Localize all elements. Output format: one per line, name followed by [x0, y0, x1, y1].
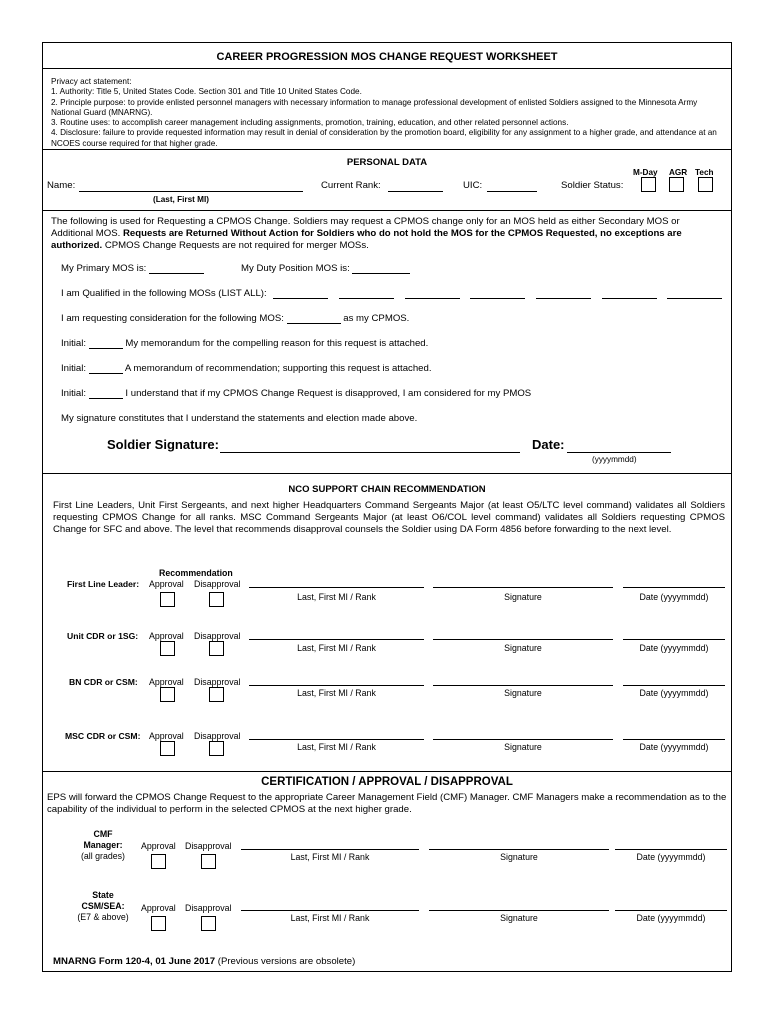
rank-field[interactable] — [388, 191, 443, 192]
request-intro — [51, 216, 723, 253]
cert-row-label-line: CSM/SEA: — [81, 901, 125, 911]
primary-mos-label: My Primary MOS is: — [61, 263, 147, 274]
name-field[interactable] — [79, 191, 303, 192]
state-csm-approval-checkbox[interactable] — [151, 916, 166, 931]
signature-label: Signature — [504, 592, 542, 602]
cert-section-title: CERTIFICATION / APPROVAL / DISAPPROVAL — [261, 776, 513, 788]
bn-cdr-date-field[interactable] — [623, 685, 725, 686]
msc-cdr-approval-checkbox[interactable] — [160, 741, 175, 756]
consider-mos-label: I am requesting consideration for the following MOS: — [61, 313, 284, 324]
signature-label: Signature — [504, 643, 542, 653]
qualified-mos-row — [61, 288, 722, 299]
disapproval-label: Disapproval — [194, 677, 241, 687]
approval-label: Approval — [149, 677, 184, 687]
personal-data-title: PERSONAL DATA — [346, 157, 428, 168]
divider — [43, 149, 731, 150]
form-footer-note: (Previous versions are obsolete) — [215, 956, 356, 967]
state-csm-disapproval-checkbox[interactable] — [201, 916, 216, 931]
name-rank-label: Last, First MI / Rank — [297, 643, 376, 653]
date-label: Date (yyyymmdd) — [636, 852, 706, 862]
cmf-approval-checkbox[interactable] — [151, 854, 166, 869]
qualified-mos-field-5[interactable] — [536, 298, 591, 299]
first-line-date-field[interactable] — [623, 587, 725, 588]
status-mday-label: M-Day — [633, 168, 658, 177]
privacy-item: 3. Routine uses: to accomplish career management including assignments, promotion, training, education, and other related personnel actions. — [51, 118, 569, 128]
primary-mos-row — [61, 263, 204, 274]
first-line-disapproval-checkbox[interactable] — [209, 592, 224, 607]
initial-text-2: A memorandum of recommendation; supporting this request is attached. — [124, 363, 432, 374]
qualified-mos-field-6[interactable] — [602, 298, 657, 299]
approval-label: Approval — [149, 579, 184, 589]
rank-label: Current Rank: — [321, 180, 381, 191]
divider — [43, 68, 731, 69]
unit-cdr-approval-checkbox[interactable] — [160, 641, 175, 656]
status-agr-checkbox[interactable] — [669, 177, 684, 192]
soldier-signature-field[interactable] — [220, 452, 520, 453]
unit-cdr-date-field[interactable] — [623, 639, 725, 640]
primary-mos-field[interactable] — [149, 273, 204, 274]
signature-label: Signature — [500, 913, 538, 923]
form-id: MNARNG Form 120-4, 01 June 2017 — [53, 956, 216, 967]
request-intro-text: The following is used for Requesting a CPMOS Change. Soldiers may request a CPMOS change only for an MOS held as either Secondary MOS or Additional MOS. — [51, 216, 680, 240]
consider-mos-row — [61, 313, 409, 324]
status-tech-label: Tech — [695, 168, 714, 177]
disapproval-label: Disapproval — [194, 731, 241, 741]
unit-cdr-signature-field[interactable] — [433, 639, 613, 640]
disapproval-label: Disapproval — [185, 903, 232, 913]
bn-cdr-approval-checkbox[interactable] — [160, 687, 175, 702]
bn-cdr-name-field[interactable] — [249, 685, 424, 686]
privacy-item: 4. Disclosure: failure to provide requested information may result in denial of consideration by the promotion board, eligibility for any assignment to a higher grade, and attendance at an NCOES course required for that higher grade. — [51, 128, 717, 148]
state-csm-signature-field[interactable] — [429, 910, 609, 911]
qualified-mos-field-1[interactable] — [273, 298, 328, 299]
name-rank-label: Last, First MI / Rank — [290, 852, 370, 862]
qualified-mos-label: I am Qualified in the following MOSs (LIST ALL): — [61, 288, 267, 299]
cmf-date-field[interactable] — [615, 849, 727, 850]
name-label: Name: — [47, 180, 76, 191]
signature-label: Signature — [500, 852, 538, 862]
nco-intro: First Line Leaders, Unit First Sergeants, and next higher Headquarters Command Sergeants Major (at least O5/LTC level command) validates all Soldiers requesting CPMOS Change for all ranks. MSC Command Sergeants Major (at least O6/COL level command) validates all Soldiers requesting CPMOS Change for SFC and above. The level that recommends disapproval counsels the Soldier using DA Form 4856 before forwarding to the next level. — [53, 500, 725, 536]
cmf-disapproval-checkbox[interactable] — [201, 854, 216, 869]
state-csm-name-field[interactable] — [241, 910, 419, 911]
status-tech-checkbox[interactable] — [698, 177, 713, 192]
first-line-signature-field[interactable] — [433, 587, 613, 588]
name-rank-label: Last, First MI / Rank — [297, 592, 376, 602]
first-line-approval-checkbox[interactable] — [160, 592, 175, 607]
form-title: CAREER PROGRESSION MOS CHANGE REQUEST WORKSHEET — [216, 51, 558, 63]
cert-row-label — [71, 829, 135, 862]
consider-mos-suffix: as my CPMOS. — [343, 313, 410, 324]
first-line-name-field[interactable] — [249, 587, 424, 588]
name-hint: (Last, First MI) — [153, 195, 209, 204]
name-rank-label: Last, First MI / Rank — [290, 913, 370, 923]
initial-text-1: My memorandum for the compelling reason for this request is attached. — [125, 338, 429, 349]
duty-mos-field[interactable] — [352, 273, 410, 274]
approval-label: Approval — [141, 841, 176, 851]
qualified-mos-field-3[interactable] — [405, 298, 460, 299]
initial-field-3[interactable] — [89, 398, 123, 399]
nco-row-label: MSC CDR or CSM: — [65, 731, 141, 741]
privacy-statement — [51, 77, 723, 149]
date-label: Date (yyyymmdd) — [636, 913, 706, 923]
cert-row-label-line: Manager: — [83, 840, 123, 850]
signature-label: Signature — [504, 742, 542, 752]
status-label: Soldier Status: — [561, 180, 624, 191]
form-footer — [53, 956, 355, 967]
privacy-item: 2. Principle purpose: to provide enlisted personnel managers with necessary information to manage professional development of enlisted Soldiers assigned to the Minnesota Army National Guard (MNARNG). — [51, 97, 698, 117]
soldier-date-label: Date: — [532, 437, 565, 452]
initial-row-1 — [61, 338, 428, 349]
date-label: Date (yyyymmdd) — [639, 592, 709, 602]
divider — [43, 473, 731, 474]
nco-row-label: BN CDR or CSM: — [69, 677, 138, 687]
status-mday-checkbox[interactable] — [641, 177, 656, 192]
divider — [43, 210, 731, 211]
request-intro-bold: Requests are Returned Without Action for Soldiers who do not hold the MOS for the CPMOS Requested, no exceptions are authorized. — [51, 228, 682, 252]
msc-cdr-date-field[interactable] — [623, 739, 725, 740]
disapproval-label: Disapproval — [194, 631, 241, 641]
initial-label: Initial: — [61, 338, 87, 349]
disapproval-label: Disapproval — [185, 841, 232, 851]
cert-row-label-line: CMF — [93, 829, 113, 839]
uic-field[interactable] — [487, 191, 537, 192]
cmf-name-field[interactable] — [241, 849, 419, 850]
date-label: Date (yyyymmdd) — [639, 742, 709, 752]
cmf-signature-field[interactable] — [429, 849, 609, 850]
name-rank-label: Last, First MI / Rank — [297, 688, 376, 698]
bn-cdr-disapproval-checkbox[interactable] — [209, 687, 224, 702]
worksheet-form — [42, 42, 732, 972]
request-intro-text-2: CPMOS Change Requests are not required for merger MOSs. — [102, 240, 369, 252]
cert-row-label-line: State — [92, 890, 114, 900]
nco-row-label: First Line Leader: — [67, 579, 140, 589]
initial-field-1[interactable] — [89, 348, 123, 349]
privacy-heading: Privacy act statement: — [51, 77, 132, 86]
msc-cdr-disapproval-checkbox[interactable] — [209, 741, 224, 756]
unit-cdr-name-field[interactable] — [249, 639, 424, 640]
cert-row-label-line: (E7 & above) — [77, 912, 129, 922]
initial-row-3 — [61, 388, 531, 399]
approval-label: Approval — [141, 903, 176, 913]
initial-text-3: I understand that if my CPMOS Change Request is disapproved, I am considered for my PMOS — [125, 388, 532, 399]
name-rank-label: Last, First MI / Rank — [297, 742, 376, 752]
signature-statement: My signature constitutes that I understand the statements and election made above. — [61, 413, 418, 424]
msc-cdr-signature-field[interactable] — [433, 739, 613, 740]
state-csm-date-field[interactable] — [615, 910, 727, 911]
soldier-date-field[interactable] — [567, 452, 671, 453]
status-agr-label: AGR — [669, 168, 688, 177]
duty-mos-row — [241, 263, 410, 274]
initial-field-2[interactable] — [89, 373, 123, 374]
privacy-item: 1. Authority: Title 5, United States Code. Section 301 and Title 10 United States Code. — [51, 87, 362, 97]
unit-cdr-disapproval-checkbox[interactable] — [209, 641, 224, 656]
qualified-mos-field-7[interactable] — [667, 298, 722, 299]
divider — [43, 771, 731, 772]
date-label: Date (yyyymmdd) — [639, 643, 709, 653]
nco-section-title: NCO SUPPORT CHAIN RECOMMENDATION — [288, 484, 486, 495]
msc-cdr-name-field[interactable] — [249, 739, 424, 740]
soldier-signature-label: Soldier Signature: — [107, 437, 219, 452]
recommendation-label: Recommendation — [159, 568, 233, 578]
qualified-mos-field-2[interactable] — [339, 298, 394, 299]
bn-cdr-signature-field[interactable] — [433, 685, 613, 686]
initial-label: Initial: — [61, 363, 87, 374]
initial-label: Initial: — [61, 388, 87, 399]
initial-row-2 — [61, 363, 432, 374]
nco-row-label: Unit CDR or 1SG: — [67, 631, 139, 641]
duty-mos-label: My Duty Position MOS is: — [241, 263, 350, 274]
cert-row-label-line: (all grades) — [80, 851, 125, 861]
cert-row-label — [71, 890, 135, 923]
consider-mos-field[interactable] — [287, 323, 341, 324]
approval-label: Approval — [149, 731, 184, 741]
approval-label: Approval — [149, 631, 184, 641]
cert-intro: EPS will forward the CPMOS Change Request to the appropriate Career Management Field (CMF) Manager. CMF Managers make a recommendation as to the capability of the individual to perform in the selected CPMOS at the next higher grade. — [47, 792, 727, 816]
qualified-mos-field-4[interactable] — [470, 298, 525, 299]
date-label: Date (yyyymmdd) — [639, 688, 709, 698]
signature-label: Signature — [504, 688, 542, 698]
disapproval-label: Disapproval — [194, 579, 241, 589]
soldier-date-format: (yyyymmdd) — [592, 455, 637, 464]
uic-label: UIC: — [463, 180, 483, 191]
